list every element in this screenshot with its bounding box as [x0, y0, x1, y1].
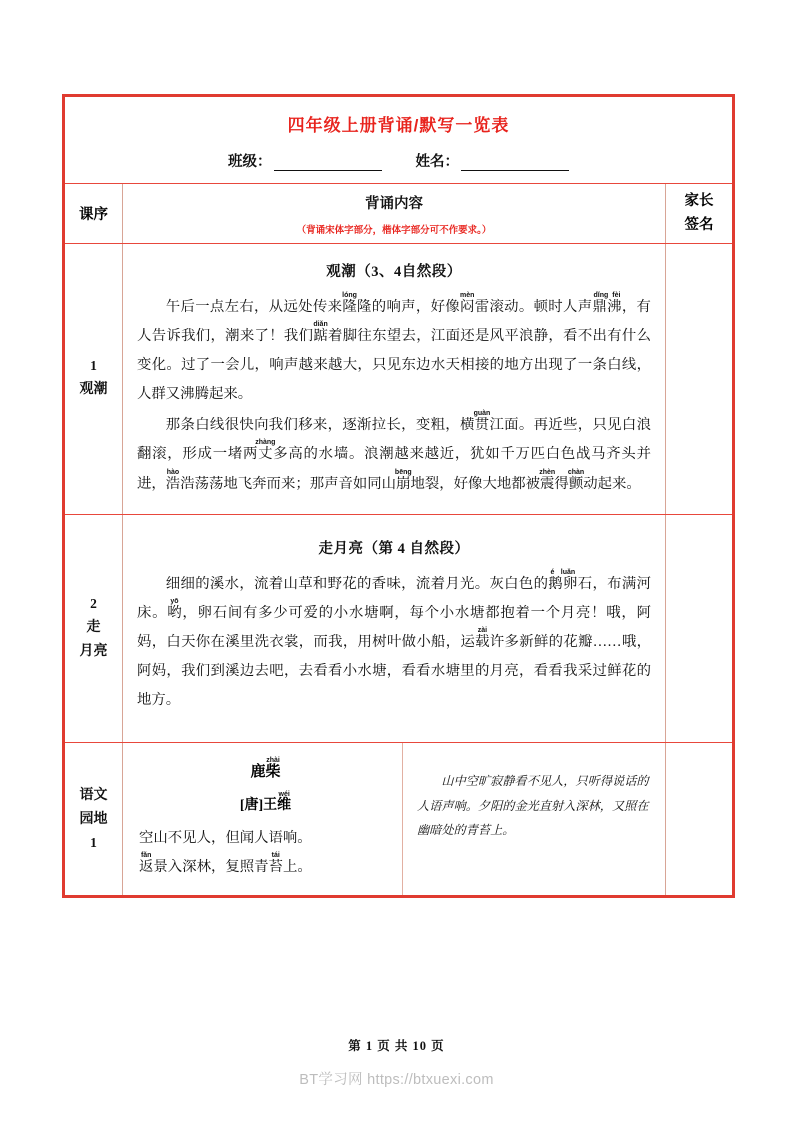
name-field-blank[interactable]	[461, 156, 569, 171]
header-signature-line1: 家长	[684, 192, 714, 209]
poem-line-1: 空山不见人，但闻人语响。	[139, 830, 312, 847]
ruby-chan: 颤chàn	[567, 468, 585, 492]
row2-seq-number: 2	[90, 596, 97, 612]
poem-gloss-text: 山中空旷寂静看不见人，只听得说话的人语声响。夕阳的金光直射入深林，又照在幽暗处的青苔上。	[417, 774, 649, 837]
header-cell-signature	[666, 184, 732, 243]
class-field-label: 班级：	[228, 154, 272, 170]
ruby-hao: 浩hào	[165, 468, 181, 492]
row3-seq-name-line1: 语文	[79, 787, 108, 803]
row1-paragraph-1: 午后一点左右，从远处传来隆lóng隆的响声，好像闷mèn雷滚动。顿时人声鼎沸dǐng fèi，有人告诉我们，潮来了！我们踮diǎn着脚往东望去，江面还是风平浪静，看不出有什么变化。过了一会儿，响声越来越大，只见东边水天相接的地方出现了一条白线，人群又沸腾起来。	[137, 292, 651, 403]
recitation-table	[62, 94, 735, 898]
ruby-men: 闷mèn	[460, 292, 475, 315]
class-field-blank[interactable]	[274, 156, 382, 171]
row1-signature-cell[interactable]	[666, 244, 732, 514]
table-header-row	[65, 183, 732, 243]
row-seq-yuwenyuandi-1	[65, 743, 123, 895]
row1-section-title: 观潮（3、4自然段）	[326, 264, 462, 280]
header-content-note: （背诵宋体字部分，楷体字部分可不作要求。）	[296, 226, 492, 236]
header-content-label: 背诵内容	[365, 196, 423, 212]
row3-signature-cell[interactable]	[666, 743, 732, 895]
ruby-long: 隆lóng	[342, 292, 357, 315]
table-row	[65, 243, 732, 514]
row3-seq-name-line2: 园地	[79, 811, 108, 827]
header-cell-content	[123, 184, 666, 243]
row-seq-lesson-1	[65, 244, 123, 514]
ruby-beng: 崩bēng	[394, 468, 412, 492]
poem-gloss-block	[403, 743, 665, 895]
ruby-dian: 踮diǎn	[313, 321, 329, 345]
table-row	[65, 514, 732, 742]
row2-signature-cell[interactable]	[666, 515, 732, 742]
ruby-zhang: 丈zhàng	[255, 439, 276, 463]
watermark: BT学习网 https://btxuexi.com	[299, 1072, 494, 1088]
row-content-lesson-1	[123, 244, 666, 514]
row-content-yuwenyuandi-1	[123, 743, 666, 895]
ruby-wei: 维wéi	[277, 791, 292, 814]
row2-paragraph-1: 细细的溪水，流着山草和野花的香味，流着月光。灰白色的鹅卵é luǎn石，布满河床。哟yō，卵石间有多少可爱的小水塘啊，每个小水塘都抱着一个月亮！哦，阿妈，白天你在溪里洗衣裳，而我，用树叶做小船，运载zài许多新鲜的花瓣……哦，阿妈，我们到溪边去吧，去看看小水塘，看看水塘里的月亮，看看我采过鲜花的地方。	[137, 568, 651, 709]
ruby-fan: 返fǎn	[139, 852, 154, 876]
row2-seq-name-line1: 走	[86, 620, 101, 636]
name-field-label: 姓名：	[415, 154, 459, 170]
title-block	[65, 97, 732, 183]
row1-seq-number: 1	[90, 358, 97, 374]
ruby-zai: 载zài	[475, 626, 490, 650]
table-row	[65, 742, 732, 895]
ruby-yo: 哟yō	[167, 597, 183, 621]
poem-line-2: 返fǎn景入深林，复照青苔tái上。	[139, 852, 312, 876]
name-field[interactable]	[416, 150, 570, 171]
ruby-dingfei: 鼎沸dǐng fèi	[592, 292, 622, 315]
poem-author: [唐]王维wéi	[239, 791, 292, 814]
class-field[interactable]	[228, 150, 382, 171]
row1-seq-name: 观潮	[79, 382, 108, 398]
ruby-zhen: 震zhèn	[539, 468, 556, 492]
ruby-zhai: 柴zhài	[265, 757, 281, 781]
row1-paragraph-2: 那条白线很快向我们移来，逐渐拉长，变粗，横贯guàn江面。再近些，只见白浪翻滚，形成一堵两丈zhàng多高的水墙。浪潮越来越近，犹如千万匹白色战马齐头并进，浩hào浩荡荡地飞奔而来；那声音如同山崩bēng地裂，好像大地都被震zhèn得颤chàn动起来。	[137, 410, 651, 492]
ruby-guan: 贯guàn	[473, 410, 491, 434]
student-fields	[65, 150, 732, 171]
ruby-eluan: 鹅卵é luǎn	[548, 568, 578, 592]
row3-seq-number: 1	[90, 834, 97, 850]
ruby-tai: 苔tái	[268, 852, 283, 876]
row-seq-lesson-2	[65, 515, 123, 742]
poem-title: 鹿柴zhài	[250, 757, 281, 781]
row2-section-title: 走月亮（第 4 自然段）	[318, 540, 470, 557]
row2-seq-name-line2: 月亮	[79, 643, 108, 659]
poem-block	[123, 743, 403, 895]
header-signature-line2: 签名	[684, 216, 714, 233]
row-content-lesson-2	[123, 515, 666, 742]
header-cell-seq: 课序	[65, 184, 123, 243]
page-title: 四年级上册背诵/默写一览表	[287, 116, 510, 135]
page-number: 第 1 页 共 10 页	[348, 1039, 445, 1053]
